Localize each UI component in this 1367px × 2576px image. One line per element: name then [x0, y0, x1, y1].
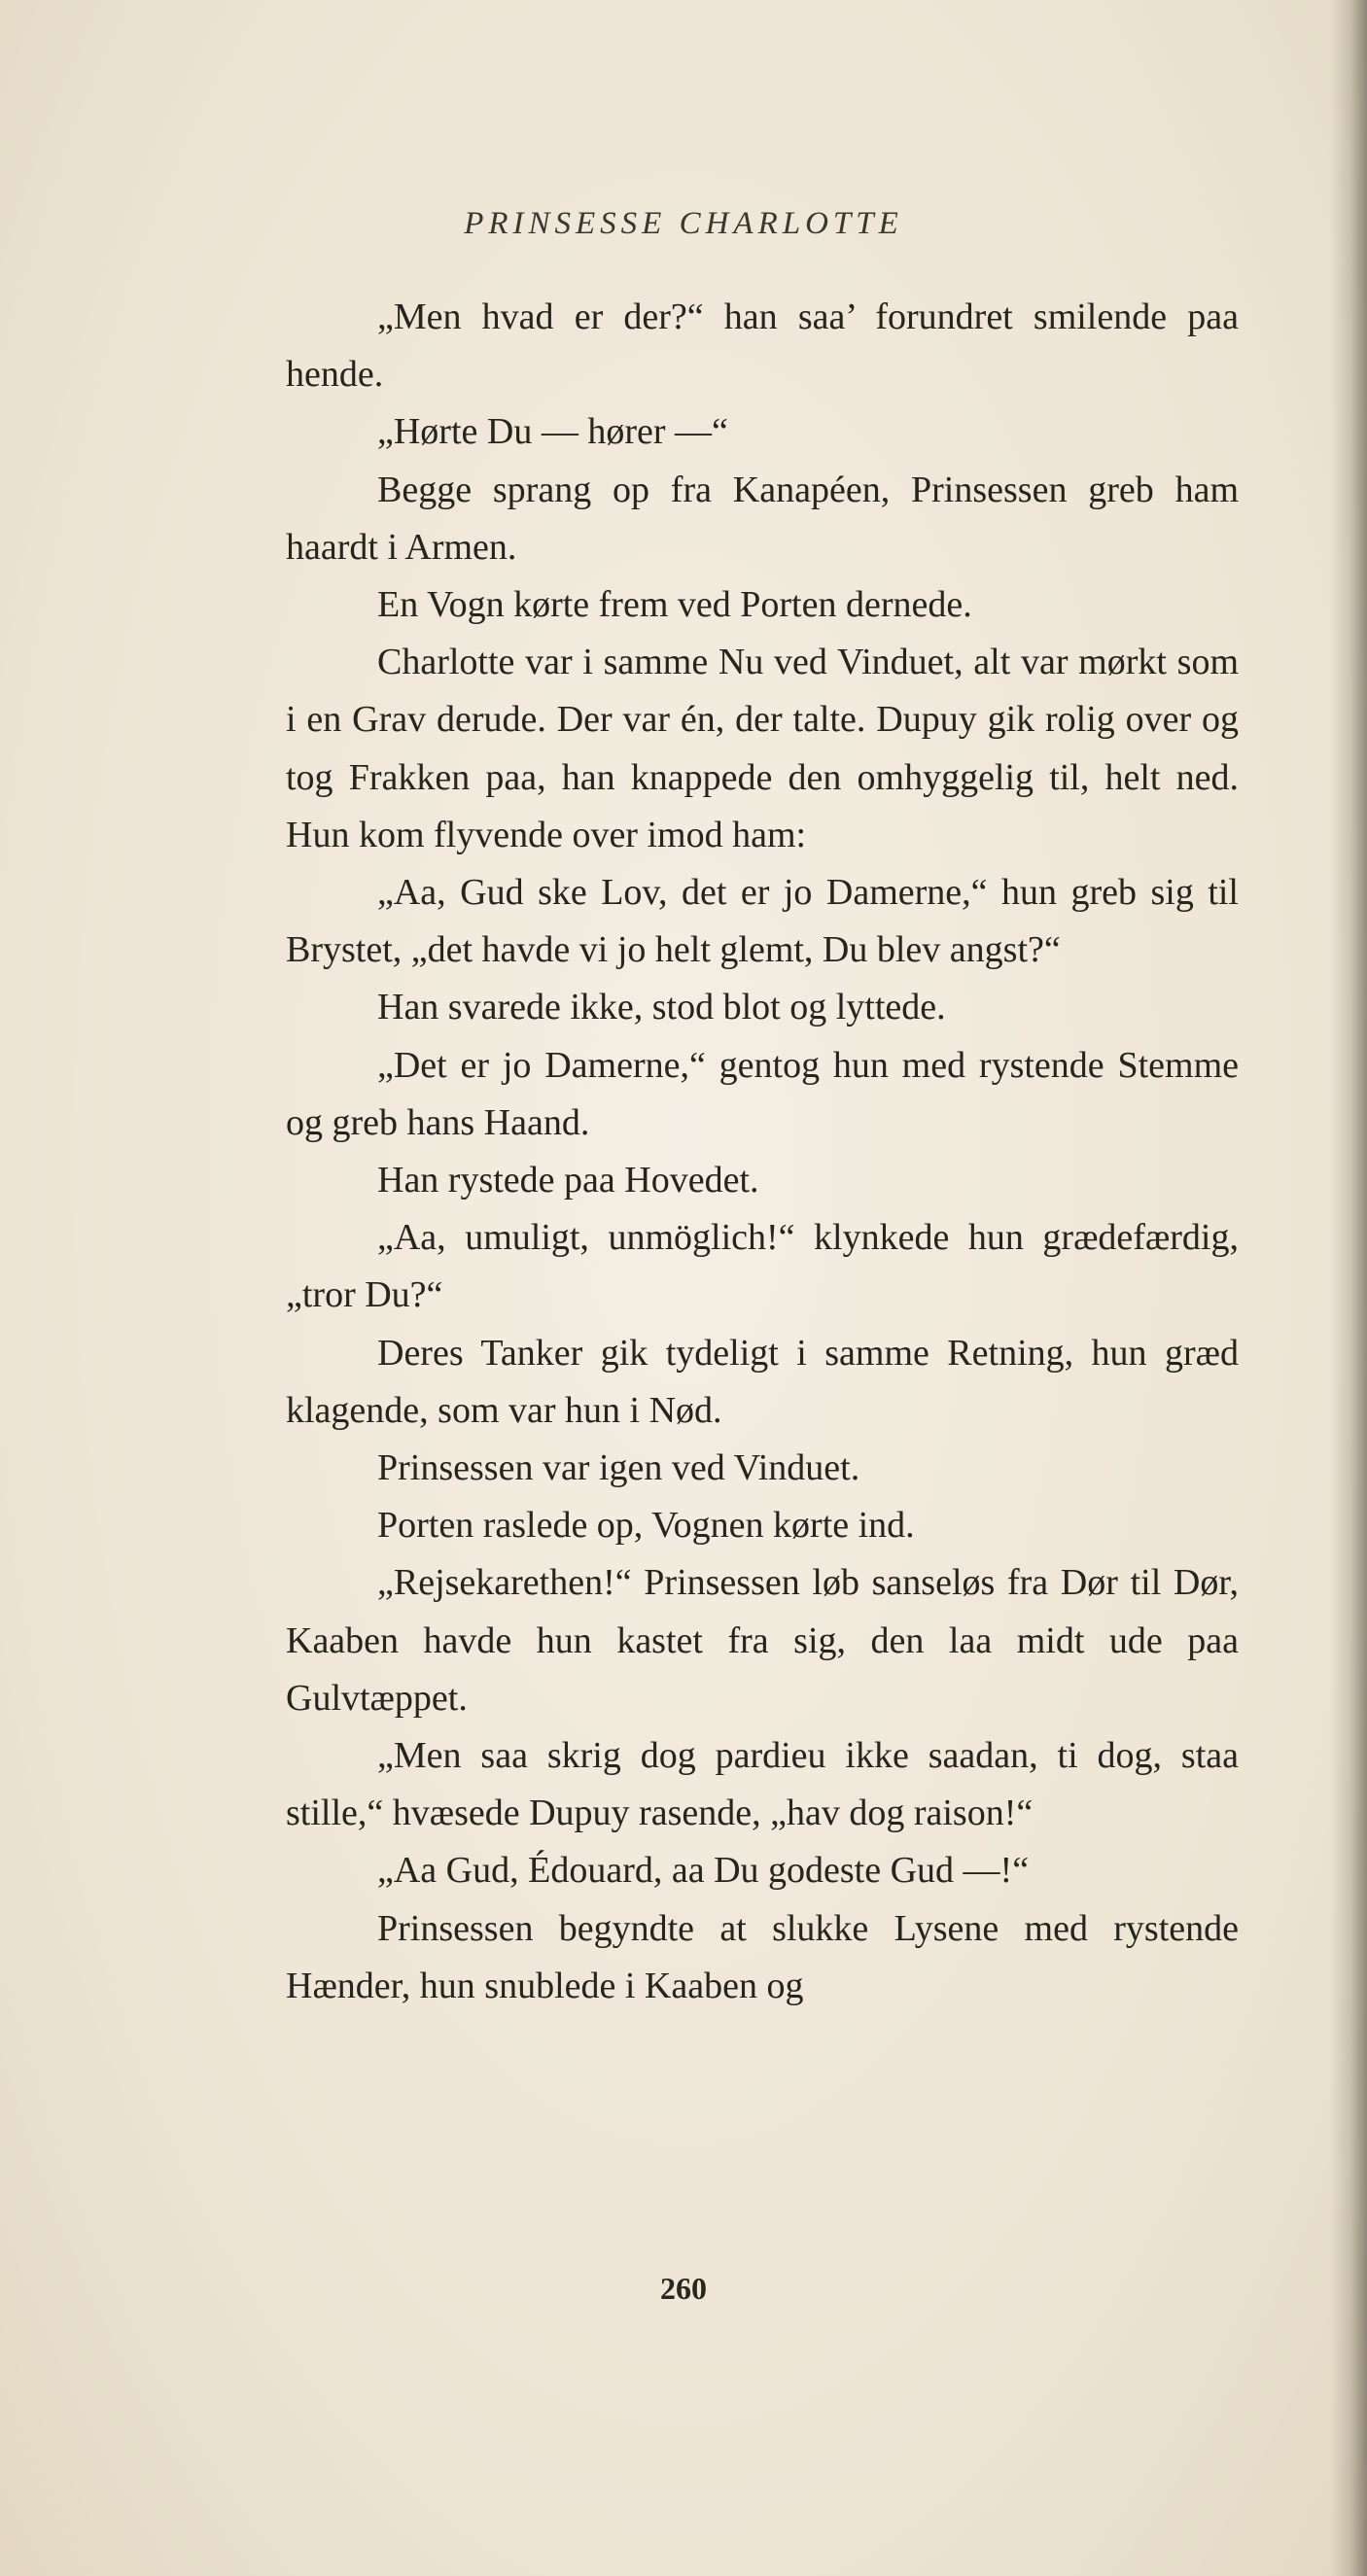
paragraph: „Aa Gud, Édouard, aa Du godeste Gud —!“	[377, 1850, 1030, 1892]
paragraph: En Vogn kørte frem ved Porten dernede.	[377, 584, 972, 626]
paragraph: Prinsessen var igen ved Vinduet.	[377, 1447, 860, 1489]
paragraph: Porten raslede op, Vognen kørte ind.	[377, 1505, 915, 1547]
running-head: PRINSESSE CHARLOTTE	[464, 206, 903, 241]
paragraph: „Men hvad er der?“ han saa’ forundret smilende paa hende.	[286, 296, 1239, 396]
paragraph: „Men saa skrig dog pardieu ikke saadan, ti dog, staa stille,“ hvæsede Dupuy rasende, „hav dog raison!“	[286, 1735, 1239, 1834]
paragraph: „Rejsekarethen!“ Prinsessen løb sanseløs fra Dør til Dør, Kaaben havde hun kastet fra sig, den laa midt ude paa Gulvtæppet.	[286, 1562, 1239, 1719]
paragraph: Begge sprang op fra Kanapéen, Prinsessen greb ham haardt i Armen.	[286, 469, 1239, 568]
paragraph: „Aa, umuligt, unmöglich!“ klynkede hun grædefærdig, „tror Du?“	[286, 1217, 1239, 1316]
paragraph: Deres Tanker gik tydeligt i samme Retning, hun græd klagende, som var hun i Nød.	[286, 1332, 1239, 1431]
page-edge-shadow	[1330, 0, 1367, 2576]
paragraph: Han rystede paa Hovedet.	[377, 1160, 759, 1201]
paragraph: Prinsessen begyndte at slukke Lysene med rystende Hænder, hun snublede i Kaaben og	[286, 1907, 1239, 2006]
paragraph: „Aa, Gud ske Lov, det er jo Damerne,“ hun greb sig til Brystet, „det havde vi jo helt glemt, Du blev angst?“	[286, 872, 1239, 971]
paragraph: „Det er jo Damerne,“ gentog hun med rystende Stemme og greb hans Haand.	[286, 1044, 1239, 1143]
paragraph: „Hørte Du — hører —“	[377, 411, 728, 453]
body-text	[286, 289, 1239, 2015]
paragraph: Han svarede ikke, stod blot og lyttede.	[377, 987, 946, 1028]
paragraph: Charlotte var i samme Nu ved Vinduet, alt var mørkt som i en Grav derude. Der var én, der talte. Dupuy gik rolig over og tog Frakken paa, han knappede den omhyggelig til, helt ned. Hun kom flyvende over imod ham:	[286, 642, 1239, 855]
page-number: 260	[660, 2271, 707, 2306]
